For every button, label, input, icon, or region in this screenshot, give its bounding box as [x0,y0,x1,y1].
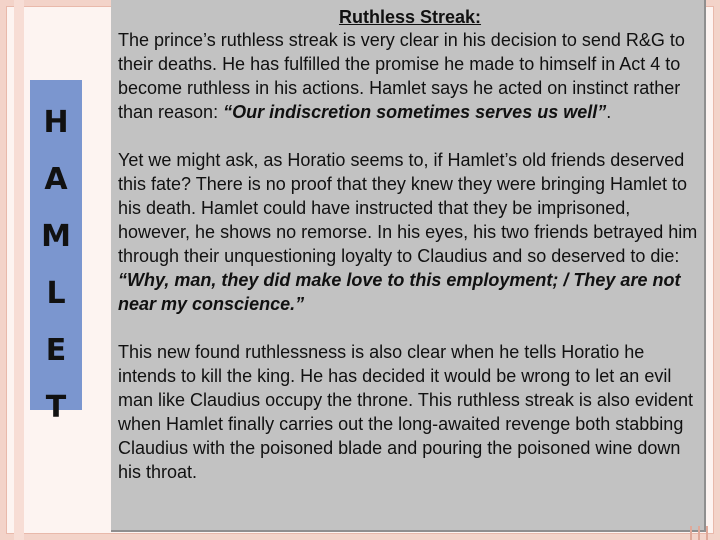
title-letter: M [41,219,71,254]
quotation: “Our indiscretion sometimes serves us well” [223,102,607,122]
quotation: “Why, man, they did make love to this employment; / They are not near my conscience.” [118,270,681,314]
title-letter: L [46,276,66,311]
title-letter: A [44,162,68,197]
paragraph-text: Yet we might ask, as Horatio seems to, if Hamlet’s old friends deserved this fate? There is no proof that they knew they were bringing Hamlet to his death. Hamlet could have instructed that they be imprisoned, however, he shows no remorse. In his eyes, his two friends betrayed him through their unquestioning loyalty to Claudius and so deserved to die: [118,150,698,266]
title-letter: E [45,333,67,368]
paragraph [118,148,702,316]
paragraph [118,28,702,124]
paragraph-text: This new found ruthlessness is also clear when he tells Horatio he intends to kill the king. He has decided it would be wrong to let an evil man like Claudius occupy the throne. This ruthless streak is also evident when Hamlet finally carries out the long-awaited revenge both stabbing Claudius with the poisoned blade and pouring the poisoned wine down his throat. [118,342,693,482]
vertical-title [30,80,82,425]
title-letter: T [45,390,67,425]
corner-decoration [686,526,710,540]
decorative-stripe [14,0,24,540]
paragraph [118,340,702,484]
title-letter: H [43,105,69,140]
paragraph-text: The prince’s ruthless streak is very clear in his decision to send R&G to their deaths. He has fulfilled the promise he made to himself in Act 4 to become ruthless in his actions. Hamlet says he acted on instinct rather than reason: [118,30,685,122]
text-content [118,6,702,484]
section-heading: Ruthless Streak: [338,7,482,27]
paragraph-text-end: . [606,102,612,122]
